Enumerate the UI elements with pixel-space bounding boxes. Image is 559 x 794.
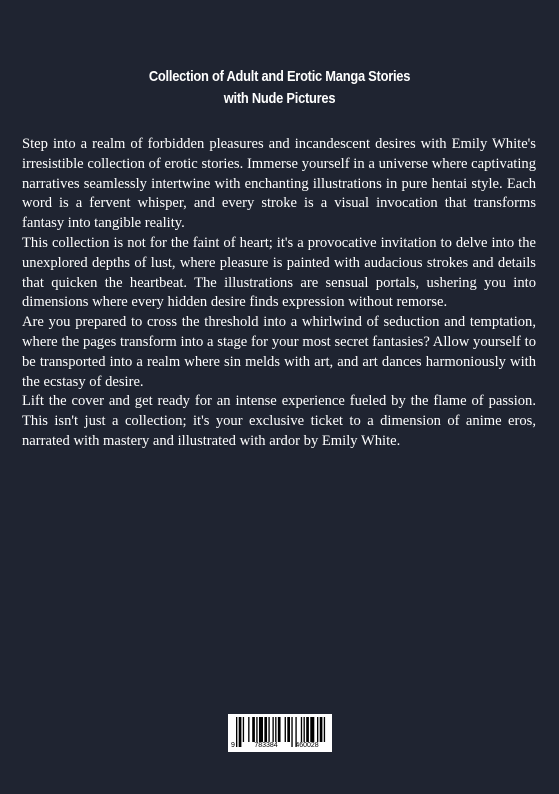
barcode-bar [304,717,305,742]
barcode-bar [248,717,249,742]
barcode-bar [287,717,290,742]
barcode-bar [272,717,273,742]
barcode-bar [306,717,309,742]
barcode-bar [252,717,255,742]
blurb-paragraph-1: Step into a realm of forbidden pleasures and incandescent desires with Emily White's irresistible collection of erotic stories. Immerse yourself in a universe where captivating narratives seamlessly intertwine with enchanting illustrations in pure hentai style. Each word is a fervent whisper, and every stroke is a visual invocation that transforms fantasy into tangible reality. [22,136,536,232]
barcode-bar [301,717,302,742]
barcode-bar [275,717,276,742]
blurb-paragraph-4: Lift the cover and get ready for an intense experience fueled by the flame of passion. This isn't just a collection; it's your exclusive ticket to a dimension of anime eros, narrated with mastery and illustrated with ardor by Emily White. [22,393,536,449]
blurb-text [22,135,536,452]
barcode-bar [324,717,325,742]
barcode-bar [243,717,244,742]
barcode-bar [317,717,318,742]
barcode-digits-left: 783384 [254,742,278,749]
barcode-digits-right: 460028 [295,742,319,749]
barcode-digit-first: 9 [231,742,235,749]
barcode-bar [320,717,323,742]
barcode-bar [259,717,263,742]
cover-title [39,66,520,110]
title-line-2: with Nude Pictures [223,90,336,107]
barcode-bar [264,717,267,742]
blurb-paragraph-3: Are you prepared to cross the threshold into a whirlwind of seduction and temptation, where the pages transform into a stage for your most secret fantasies? Allow yourself to be transported into a realm where sin melds with art, and art dances harmoniously with the ecstasy of desire. [22,314,536,390]
barcode-bar [268,717,269,742]
barcode-bar [278,717,281,742]
barcode-bar [256,717,257,742]
isbn-barcode [228,714,332,752]
title-line-1: Collection of Adult and Erotic Manga Stories [148,68,411,85]
blurb-paragraph-2: This collection is not for the faint of heart; it's a provocative invitation to delve into the unexplored depths of lust, where pleasure is painted with audacious strokes and details that quicken the heartbeat. The illustrations are sensual portals, ushering you into dimensions where every hidden desire finds expression without remorse. [22,234,536,311]
barcode-bar [310,717,314,742]
barcode-digits [228,741,332,751]
barcode-bar [285,717,286,742]
